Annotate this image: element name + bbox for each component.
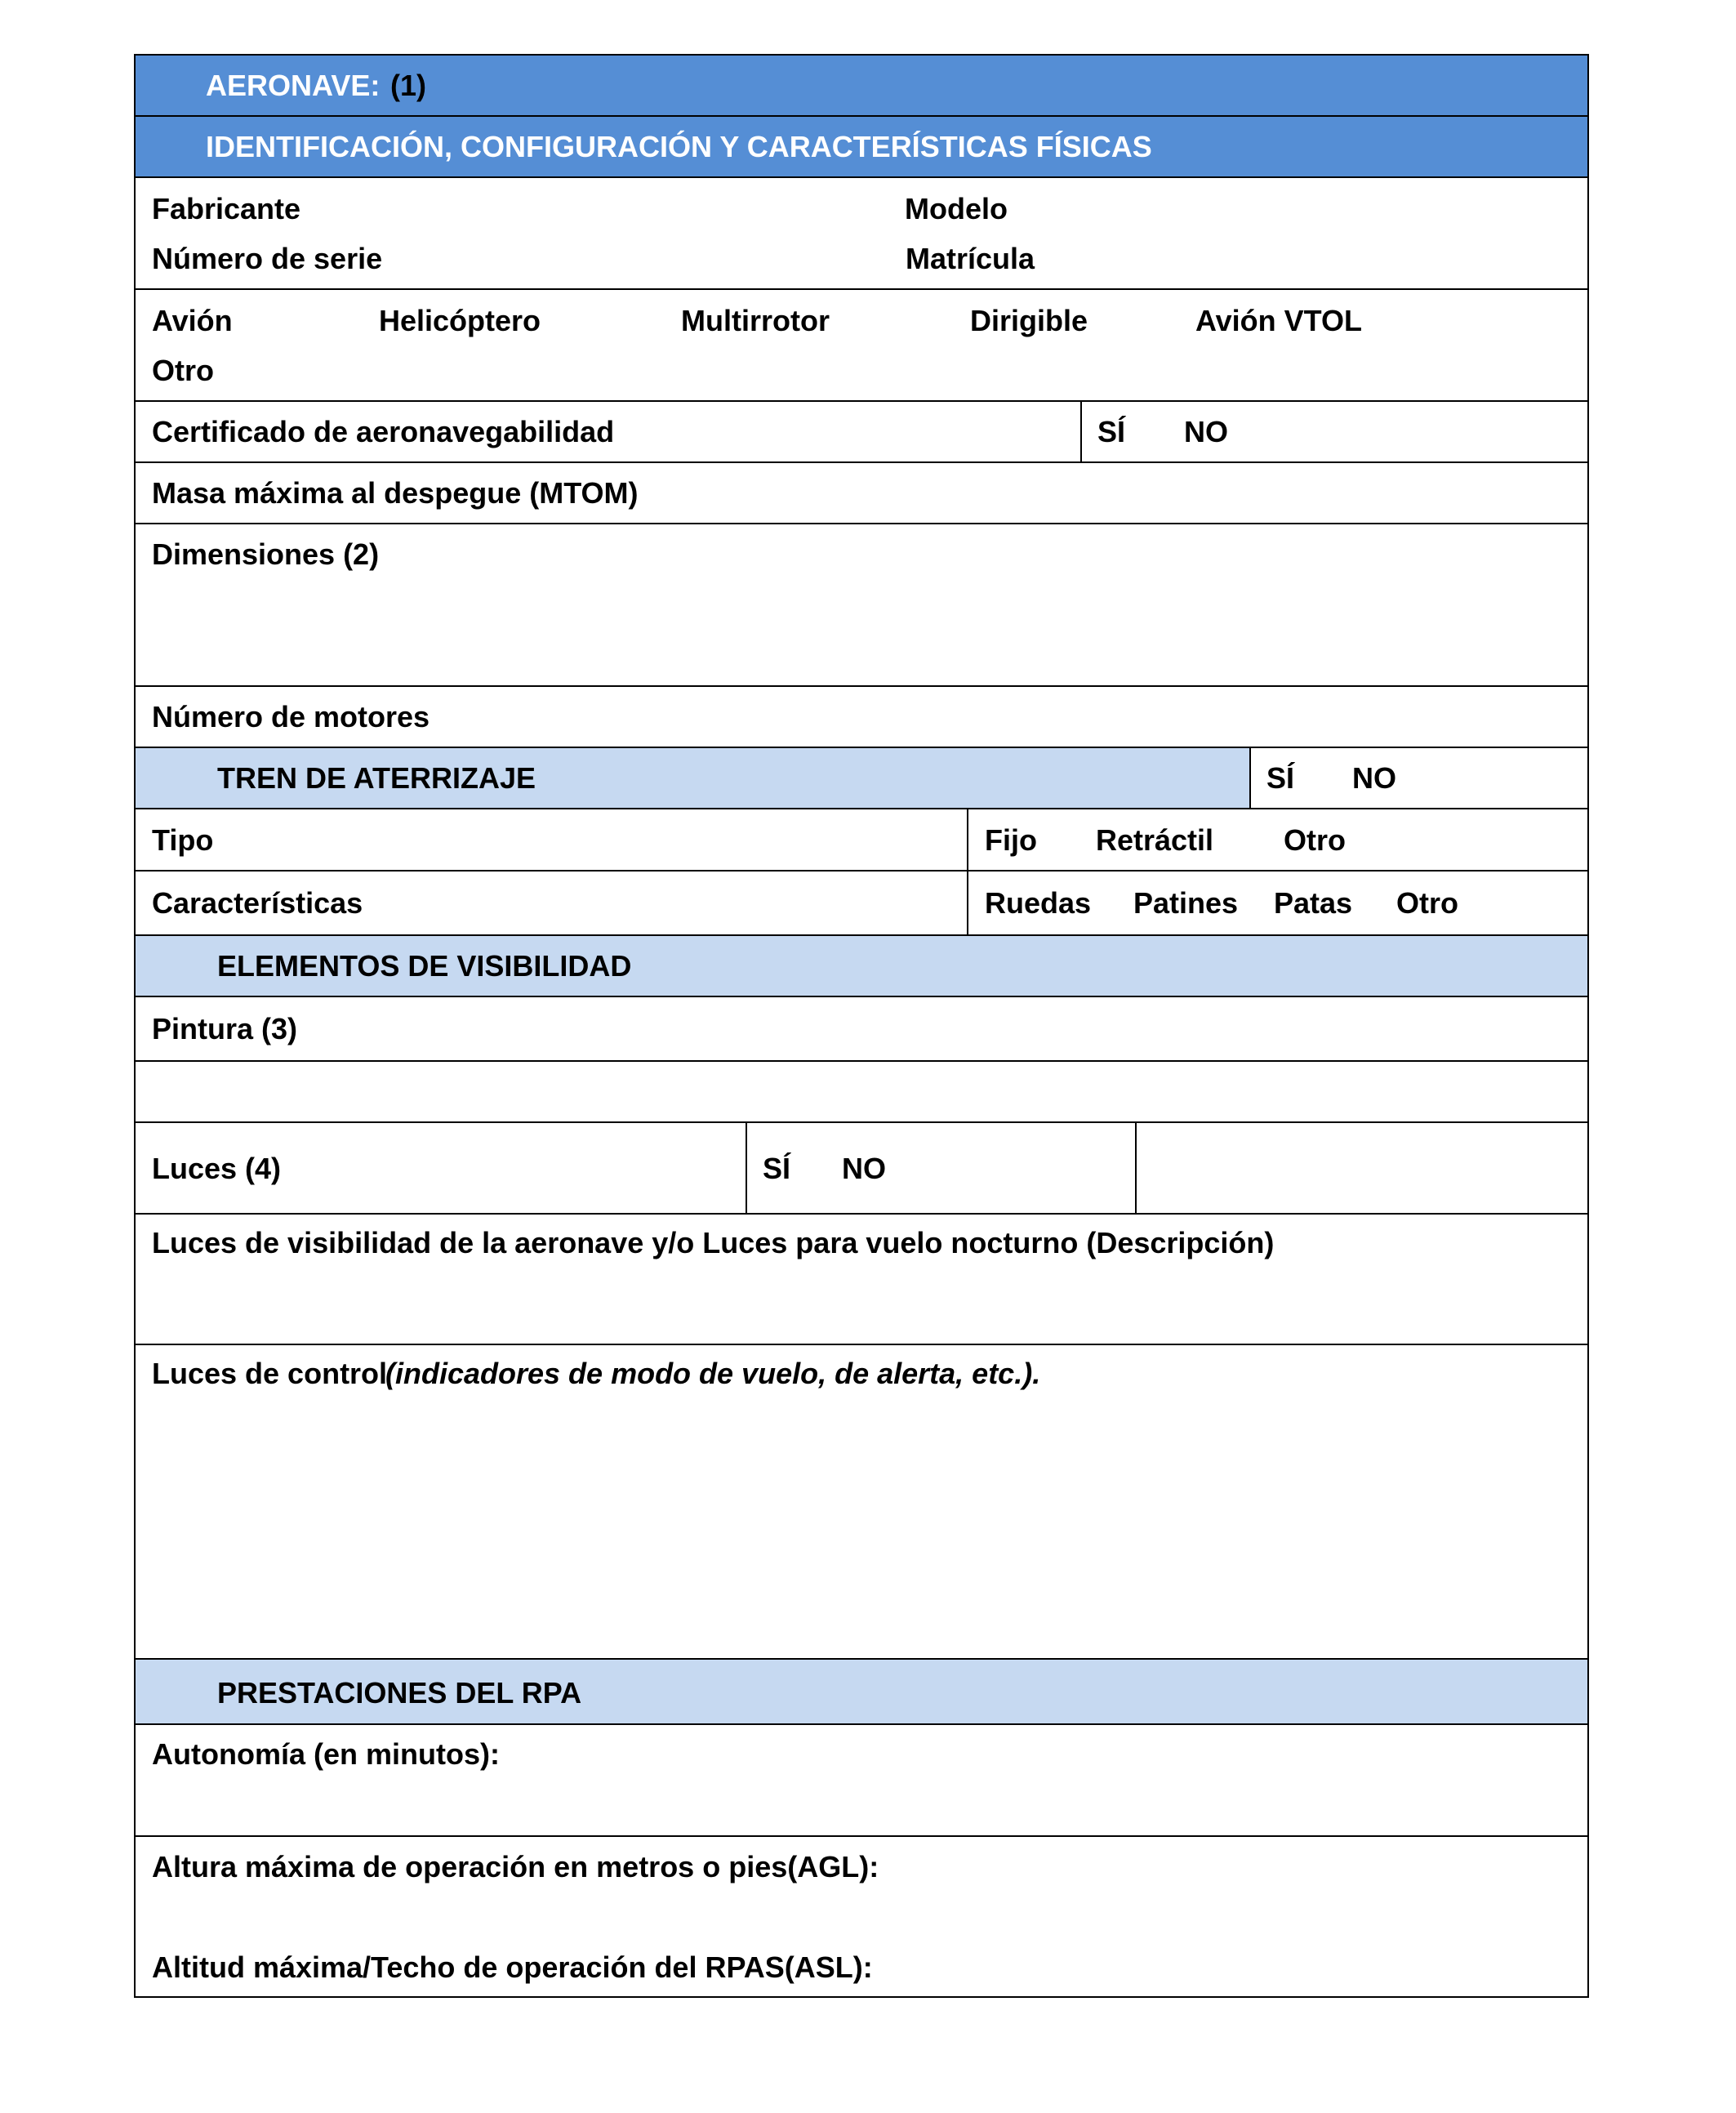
max-altitude-label: Altitud máxima/Techo de operación del RPAS(ASL): xyxy=(152,1950,873,1984)
gear-char-wheels[interactable]: Ruedas xyxy=(985,886,1092,920)
altitude-row xyxy=(136,1837,1587,1998)
lights-yes[interactable]: SÍ xyxy=(763,1152,791,1185)
type-option-airship[interactable]: Dirigible xyxy=(970,304,1088,337)
divider xyxy=(1080,402,1082,461)
paint-row xyxy=(136,997,1587,1062)
gear-characteristics-label: Características xyxy=(152,886,363,920)
gear-type-row xyxy=(136,809,1587,872)
aircraft-form xyxy=(134,54,1589,1998)
gear-characteristics-row xyxy=(136,872,1587,936)
identification-header xyxy=(136,117,1587,178)
lights-label: Luces (4) xyxy=(152,1152,282,1185)
engines-label: Número de motores xyxy=(152,700,430,733)
divider xyxy=(967,809,968,870)
control-lights-label: Luces de control xyxy=(152,1357,388,1390)
gear-type-other[interactable]: Otro xyxy=(1284,823,1346,857)
aircraft-type-row xyxy=(136,290,1587,402)
visibility-lights-label: Luces de visibilidad de la aeronave y/o Luces para vuelo nocturno (Descripción) xyxy=(152,1226,1275,1259)
airworthiness-row xyxy=(136,402,1587,463)
gear-char-other[interactable]: Otro xyxy=(1396,886,1458,920)
visibility-title: ELEMENTOS DE VISIBILIDAD xyxy=(217,949,632,983)
landing-gear-title: TREN DE ATERRIZAJE xyxy=(217,761,536,795)
airworthiness-label: Certificado de aeronavegabilidad xyxy=(152,415,615,448)
model-label: Modelo xyxy=(905,192,1008,225)
identification-row xyxy=(136,178,1587,290)
autonomy-row xyxy=(136,1725,1587,1837)
type-option-helicopter[interactable]: Helicóptero xyxy=(379,304,541,337)
autonomy-label: Autonomía (en minutos): xyxy=(152,1737,500,1771)
mtom-row xyxy=(136,463,1587,524)
control-lights-row xyxy=(136,1345,1587,1660)
serial-number-label: Número de serie xyxy=(152,242,383,275)
visibility-lights-row xyxy=(136,1215,1587,1345)
performance-title: PRESTACIONES DEL RPA xyxy=(217,1676,582,1710)
identification-title: IDENTIFICACIÓN, CONFIGURACIÓN Y CARACTERÍSTICAS FÍSICAS xyxy=(206,130,1152,163)
lights-row xyxy=(136,1123,1587,1215)
manufacturer-label: Fabricante xyxy=(152,192,301,225)
type-option-vtol[interactable]: Avión VTOL xyxy=(1195,304,1363,337)
aircraft-header xyxy=(136,56,1587,117)
paint-label: Pintura (3) xyxy=(152,1012,298,1045)
gear-char-legs[interactable]: Patas xyxy=(1274,886,1353,920)
airworthiness-yes[interactable]: SÍ xyxy=(1097,415,1126,448)
max-height-label: Altura máxima de operación en metros o pies(AGL): xyxy=(152,1850,879,1883)
dimensions-label: Dimensiones (2) xyxy=(152,537,380,571)
paint-blank-row[interactable] xyxy=(136,1062,1587,1123)
landing-gear-no[interactable]: NO xyxy=(1352,761,1396,795)
aircraft-title: AERONAVE: xyxy=(206,69,381,102)
type-option-airplane[interactable]: Avión xyxy=(152,304,233,337)
lights-no[interactable]: NO xyxy=(842,1152,886,1185)
gear-type-retractable[interactable]: Retráctil xyxy=(1096,823,1214,857)
divider xyxy=(746,1123,747,1213)
dimensions-row xyxy=(136,524,1587,687)
airworthiness-no[interactable]: NO xyxy=(1184,415,1228,448)
aircraft-note-number: (1) xyxy=(390,69,426,102)
type-option-multirotor[interactable]: Multirrotor xyxy=(681,304,830,337)
engines-row xyxy=(136,687,1587,748)
gear-type-fixed[interactable]: Fijo xyxy=(985,823,1037,857)
divider xyxy=(967,872,968,934)
gear-type-label: Tipo xyxy=(152,823,214,857)
visibility-header xyxy=(136,936,1587,997)
landing-gear-header xyxy=(136,748,1587,809)
performance-header xyxy=(136,1660,1587,1725)
divider xyxy=(1135,1123,1137,1213)
landing-gear-yes[interactable]: SÍ xyxy=(1266,761,1295,795)
type-option-other[interactable]: Otro xyxy=(152,354,214,387)
control-lights-note: (indicadores de modo de vuelo, de alerta, etc.). xyxy=(385,1357,1041,1390)
mtom-label: Masa máxima al despegue (MTOM) xyxy=(152,476,639,510)
divider xyxy=(1249,748,1251,808)
gear-char-skids[interactable]: Patines xyxy=(1133,886,1239,920)
registration-label: Matrícula xyxy=(906,242,1035,275)
